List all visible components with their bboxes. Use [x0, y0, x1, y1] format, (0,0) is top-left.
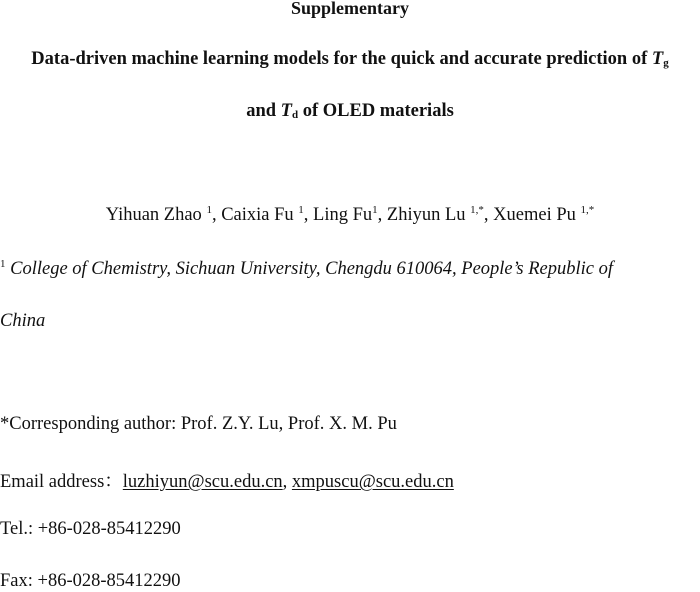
telephone-text: Tel.: +86-028-85412290 — [0, 519, 181, 539]
author-separator: , — [483, 205, 494, 225]
fax-text: Fax: +86-028-85412290 — [0, 571, 181, 591]
corresponding-author-text: *Corresponding author: Prof. Z.Y. Lu, Prof. X. M. Pu — [0, 414, 397, 434]
author-separator: , — [211, 205, 222, 225]
email-link-pu[interactable]: xmpuscu@scu.edu.cn — [291, 472, 454, 492]
supplementary-heading — [0, 0, 700, 19]
td-subscript: d — [291, 109, 299, 121]
author-name: Caixia Fu — [221, 205, 299, 225]
corresponding-author — [0, 414, 397, 435]
author-name: Zhiyun Lu — [386, 205, 471, 225]
affiliation-line-1 — [0, 258, 613, 280]
email-label: Email address： — [0, 472, 123, 492]
supplementary-text: Supplementary — [290, 0, 409, 18]
affiliation-mark: 1 — [0, 258, 6, 270]
author-name: Xuemei Pu — [493, 205, 581, 225]
author-separator: , — [377, 205, 387, 225]
affiliation-country: China — [0, 311, 46, 331]
paper-title-line-1 — [0, 49, 700, 70]
tg-subscript: g — [663, 57, 669, 69]
td-symbol: T — [280, 101, 292, 121]
author-list — [0, 204, 700, 226]
author-affiliation-mark: 1,* — [470, 204, 484, 216]
paper-title-line-2 — [0, 101, 700, 122]
affiliation-text: College of Chemistry, Sichuan University, Chengdu 610064, People’s Republic of — [5, 259, 614, 279]
email-link-lu[interactable]: luzhiyun@scu.edu.cn — [122, 472, 283, 492]
author-affiliation-mark: 1 — [206, 204, 212, 216]
tg-symbol: T — [651, 49, 664, 69]
email-address-line — [0, 467, 454, 493]
email-separator: , — [282, 472, 292, 492]
author-affiliation-mark: 1,* — [580, 204, 595, 216]
author-affiliation-mark: 1 — [298, 204, 304, 216]
title-line2-suffix: of OLED materials — [298, 101, 454, 121]
telephone-line — [0, 519, 181, 540]
author-affiliation-mark: 1 — [372, 204, 378, 216]
author-name: Ling Fu — [313, 205, 373, 225]
author-separator: , — [303, 205, 314, 225]
title-line1-text: Data-driven machine learning models for the quick and accurate prediction of — [31, 49, 652, 69]
author-name: Yihuan Zhao — [105, 205, 207, 225]
title-line2-prefix: and — [246, 101, 281, 121]
affiliation-line-2 — [0, 311, 45, 332]
